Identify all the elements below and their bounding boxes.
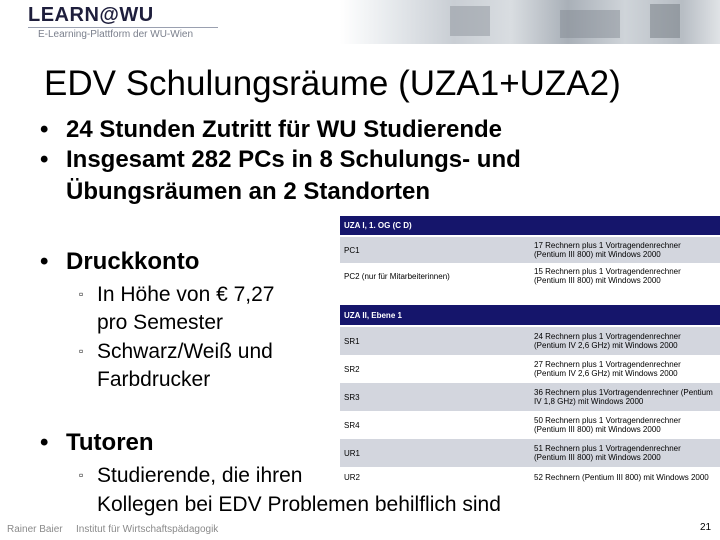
footer-institute: Institut für Wirtschaftspädagogik xyxy=(76,524,219,535)
bullet-2: • Insgesamt 282 PCs in 8 Schulungs- und xyxy=(40,146,521,173)
table-row: SR4 50 Rechnern plus 1 Vortragendenrechner (Pentium III 800) mit Windows 2000 xyxy=(340,411,720,439)
sub-druckkonto-2-cont: Farbdrucker xyxy=(97,368,211,391)
sub-tutoren-1-cont: Kollegen bei EDV Problemen behilflich sind xyxy=(97,493,501,516)
table-row: SR3 36 Rechnern plus 1Vortragendenrechner (Pentium IV 1,8 GHz) mit Windows 2000 xyxy=(340,383,720,411)
room-table-uza1 xyxy=(340,216,720,289)
table-row: UR1 51 Rechnern plus 1 Vortragendenrechner (Pentium III 800) mit Windows 2000 xyxy=(340,439,720,467)
page-number: 21 xyxy=(700,522,712,533)
tagline: E-Learning-Plattform der WU-Wien xyxy=(38,29,194,40)
bullet-druckkonto: • Druckkonto xyxy=(40,248,200,275)
sub-tutoren-1: ▫ Studierende, die ihren xyxy=(79,464,303,487)
table-row: UR2 52 Rechnern (Pentium III 800) mit Windows 2000 xyxy=(340,467,720,487)
logo-divider xyxy=(28,27,218,28)
sub-druckkonto-2: ▫ Schwarz/Weiß und xyxy=(79,340,273,363)
bullet-tutoren: • Tutoren xyxy=(40,429,154,456)
table-row: SR2 27 Rechnern plus 1 Vortragendenrechner (Pentium IV 2,6 GHz) mit Windows 2000 xyxy=(340,355,720,383)
footer-author: Rainer Baier xyxy=(7,524,63,535)
table-row: SR1 24 Rechnern plus 1 Vortragendenrechner (Pentium IV 2,6 GHz) mit Windows 2000 xyxy=(340,327,720,355)
bullet-1: • 24 Stunden Zutritt für WU Studierende xyxy=(40,116,502,143)
slide-title: EDV Schulungsräume (UZA1+UZA2) xyxy=(44,64,621,103)
table-header-row: UZA II, Ebene 1 xyxy=(340,305,720,325)
sub-druckkonto-1-cont: pro Semester xyxy=(97,311,224,334)
header-photo xyxy=(340,0,720,44)
sub-druckkonto-1: ▫ In Höhe von € 7,27 xyxy=(79,283,275,306)
table-header-row: UZA I, 1. OG (C D) xyxy=(340,216,720,235)
room-table-uza2 xyxy=(340,305,720,487)
bullet-2-cont: Übungsräumen an 2 Standorten xyxy=(66,178,431,205)
table-row: PC2 (nur für Mitarbeiterinnen) 15 Rechnern plus 1 Vortragendenrechner (Pentium III 800) mit Windows 2000 xyxy=(340,263,720,289)
logo: LEARN@WU xyxy=(28,4,154,26)
table-row: PC1 17 Rechnern plus 1 Vortragendenrechner (Pentium III 800) mit Windows 2000 xyxy=(340,237,720,263)
